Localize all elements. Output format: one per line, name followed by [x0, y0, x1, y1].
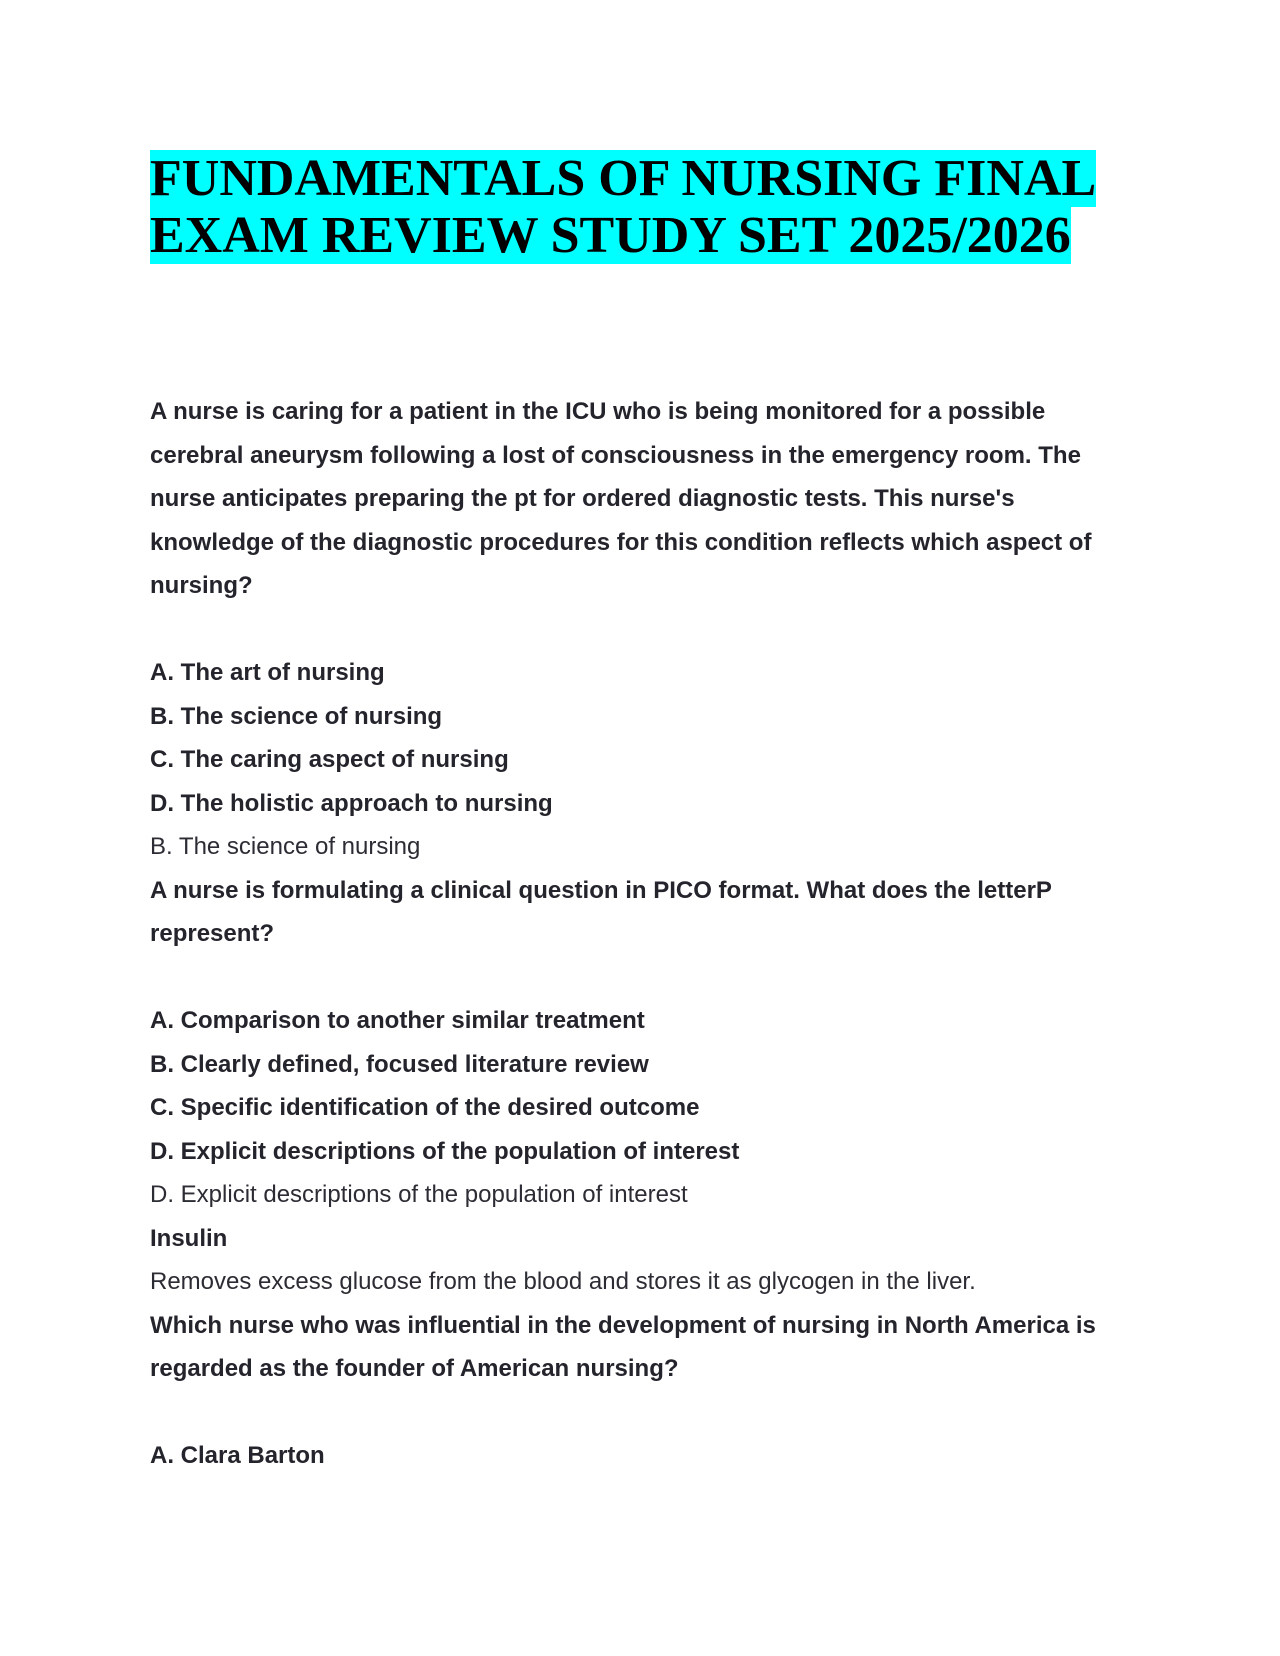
- answer-option: A. Clara Barton: [150, 1442, 325, 1469]
- title-line-2: EXAM REVIEW STUDY SET 2025/2026: [150, 207, 1071, 264]
- answer-option: B. Clearly defined, focused literature review: [150, 1050, 649, 1078]
- answer-option: B. The science of nursing: [150, 702, 443, 730]
- document-title: [150, 150, 1130, 264]
- study-set-content: [150, 390, 1130, 1478]
- correct-answer: D. Explicit descriptions of the population of interest: [150, 1181, 688, 1208]
- answer-option: C. Specific identification of the desired outcome: [150, 1094, 700, 1121]
- answer-option: A. Comparison to another similar treatment: [150, 1007, 645, 1034]
- answer-option: D. The holistic approach to nursing: [150, 789, 553, 817]
- spacer: [150, 1391, 1130, 1435]
- answer-option: C. The caring aspect of nursing: [150, 746, 509, 773]
- document-page: [150, 150, 1130, 1478]
- question-text: A nurse is formulating a clinical question in PICO format. What does the letterP represent?: [150, 876, 1052, 947]
- term-definition: Removes excess glucose from the blood and stores it as glycogen in the liver.: [150, 1268, 976, 1295]
- answer-option: A. The art of nursing: [150, 659, 385, 686]
- answer-option: D. Explicit descriptions of the population of interest: [150, 1137, 740, 1165]
- question-text: A nurse is caring for a patient in the ICU who is being monitored for a possible cerebral aneurysm following a lost of consciousness in the emergency room. The nurse anticipates preparing the pt for ordered diagnostic tests. This nurse's knowledge of the diagnostic procedures for this condition reflects which aspect of nursing?: [150, 398, 1092, 599]
- term-text: Insulin: [150, 1224, 228, 1252]
- title-line-1: FUNDAMENTALS OF NURSING FINAL: [150, 150, 1097, 207]
- spacer: [150, 608, 1130, 652]
- correct-answer: B. The science of nursing: [150, 833, 421, 860]
- question-text: Which nurse who was influential in the development of nursing in North America is regarded as the founder of American nursing?: [150, 1311, 1096, 1382]
- spacer: [150, 956, 1130, 1000]
